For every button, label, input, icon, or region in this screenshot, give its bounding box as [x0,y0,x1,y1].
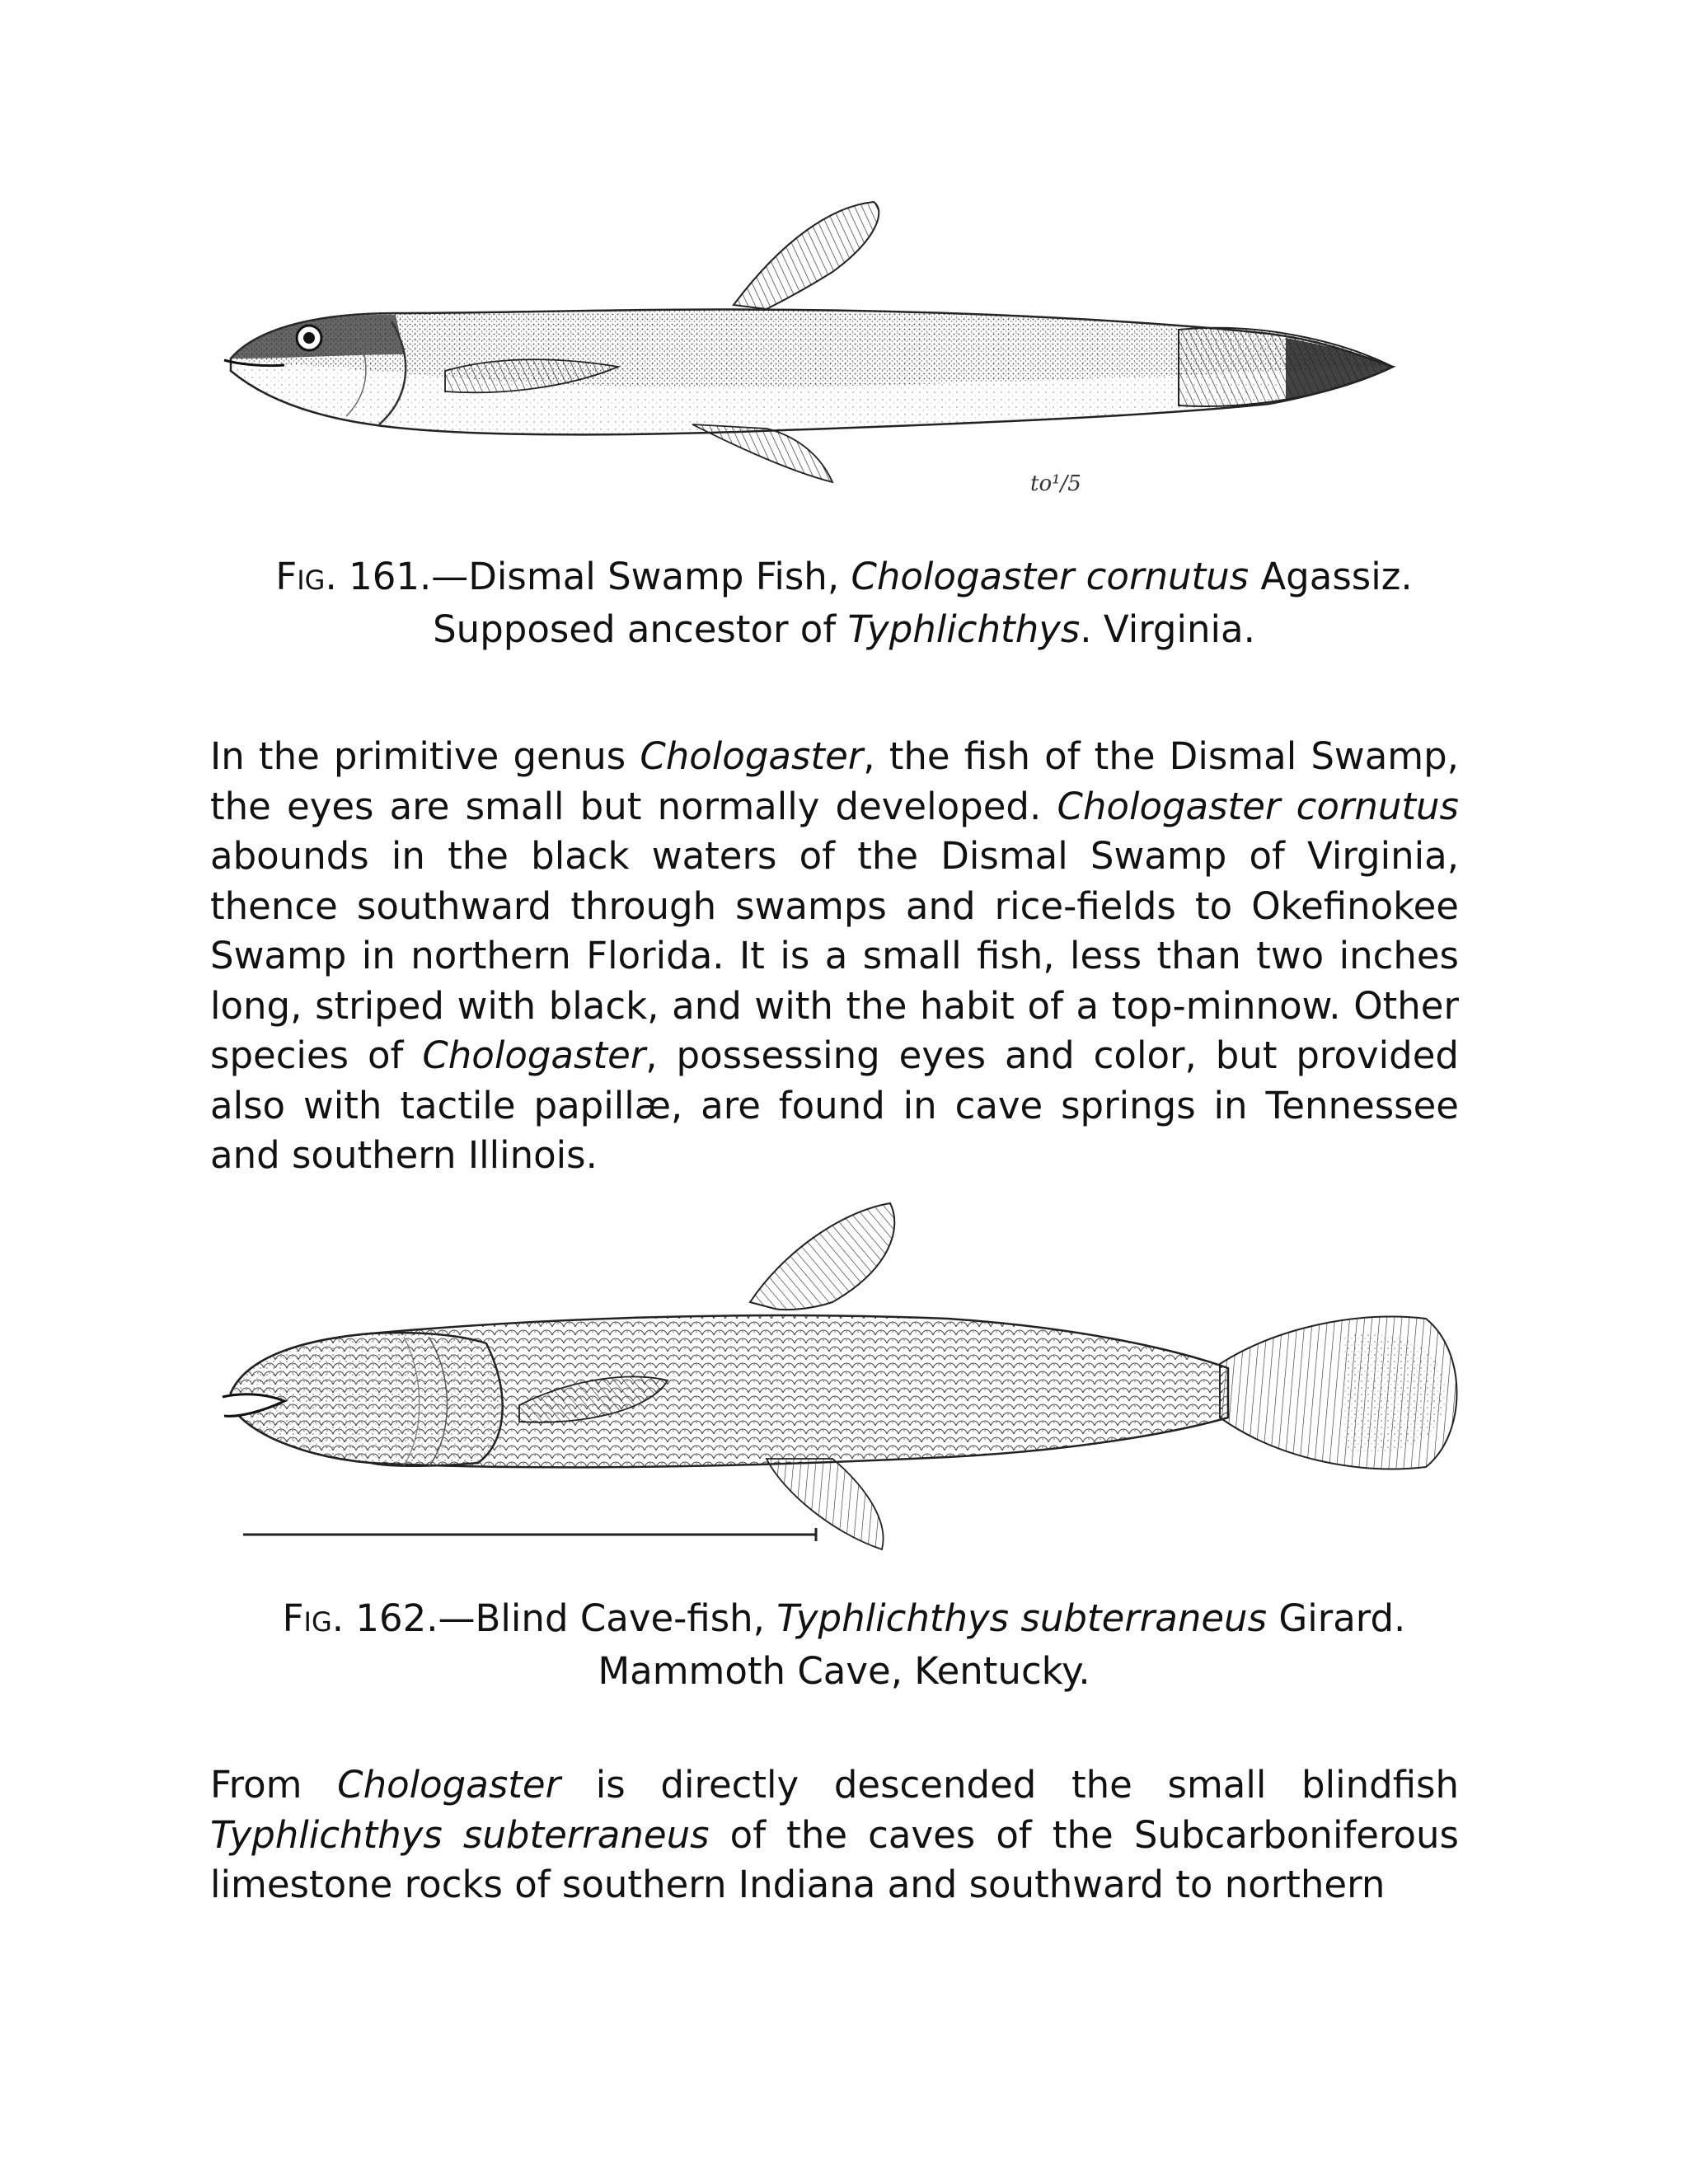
species-name: Typhlichthys subterraneus [776,1596,1268,1640]
figure-162-illustration [206,1195,1459,1582]
dorsal-fin [734,202,879,309]
blind-cave-fish-drawing [206,1195,1459,1582]
species-name: Typhlichthys subterraneus [210,1812,710,1857]
dorsal-fin [750,1203,894,1310]
paragraph-text: of the caves of the Subcarboniferous limestone rocks of southern Indiana and southward to northern [210,1812,1459,1906]
paragraph-text: In the primitive genus [210,734,640,778]
caption-text: . Virginia. [1080,607,1255,651]
paragraph-text: From [210,1763,338,1807]
genus-name: Chologaster [422,1033,646,1077]
caption-line-2 [165,603,1523,656]
paragraph-text: is directly descended the small blindfish [560,1763,1460,1807]
species-name: Chologaster cornutus [1057,784,1459,828]
paragraph-text: , possessing eyes and color, but provided also with tactile papillæ, are found in cave springs in Tennessee and southern Illinois. [210,1033,1459,1177]
caption-text: . 162.—Blind Cave-fish, [331,1596,777,1640]
figure-161-caption [165,551,1523,656]
genus-name: Typhlichthys [847,607,1081,651]
body-paragraph-1 [210,732,1459,1181]
caption-text: . 161.—Dismal Swamp Fish, [325,555,851,598]
dismal-swamp-fish-drawing [206,190,1459,527]
figure-161-illustration [206,190,1459,527]
paragraph-text: abounds in the black waters of the Dismal Swamp of Virginia, thence southward through swamps and rice-fields to Okefinokee Swamp in northern Florida. It is a small fish, less than two inches long, striped with black, and with the habit of a top-minnow. Other species of [210,834,1459,1077]
species-authority: Agassiz. [1249,555,1413,598]
body-paragraph-2 [210,1760,1459,1910]
species-authority: Girard. [1267,1596,1406,1640]
caption-line-1 [165,551,1523,603]
caption-text: Supposed ancestor of [433,607,848,651]
caption-line-1 [165,1592,1523,1645]
fig-label: Fig [275,555,326,598]
fig-label: Fig [282,1596,332,1640]
genus-name: Chologaster [640,734,864,778]
genus-name: Chologaster [337,1763,561,1807]
artist-signature: to¹/5 [1030,471,1081,496]
paragraph-text: , the fish of the Dismal Swamp, the eyes are small but normally developed. [210,734,1459,828]
caption-line-2: Mammoth Cave, Kentucky. [598,1649,1090,1693]
figure-162-caption [165,1592,1523,1698]
anal-fin [692,424,832,482]
species-name: Chologaster cornutus [851,555,1250,598]
